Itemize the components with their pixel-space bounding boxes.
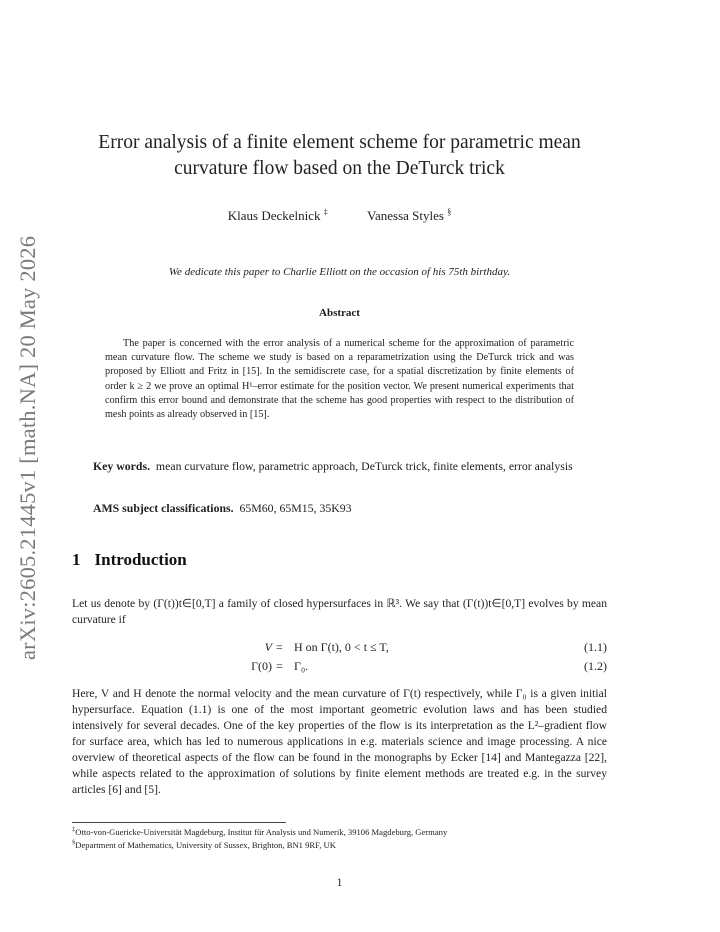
keywords-text: mean curvature flow, parametric approach, DeTurck trick, finite elements, error analysis [155, 459, 573, 473]
equation-1-2-rhs: Γ₀. [294, 659, 309, 673]
section-number: 1 [72, 550, 81, 569]
dedication: We dedicate this paper to Charlie Elliott on the occasion of his 75th birthday. [168, 266, 511, 278]
paper-title: Error analysis of a finite element scheme for parametric mean curvature flow based on the DeTurck trick [98, 132, 581, 179]
footnote-1-mark: ‡ [72, 826, 76, 833]
footnote-divider [72, 822, 286, 823]
equation-1-2-lhs: Γ(0) [251, 659, 272, 673]
keywords [72, 458, 607, 474]
equation-1-2 [72, 659, 607, 675]
footnote-2-mark: § [72, 839, 76, 846]
author-1 [228, 208, 328, 223]
author-1-name: Klaus Deckelnick [227, 208, 321, 224]
author-2 [367, 208, 451, 223]
author-1-mark[interactable]: ‡ [323, 208, 328, 217]
author-list [72, 208, 607, 224]
equation-1-1 [72, 640, 607, 656]
keywords-label: Key words. [93, 459, 151, 473]
equation-1-1-tag[interactable]: (1.1) [584, 640, 607, 654]
footnote-1 [72, 826, 612, 837]
footnote-2-text: Department of Mathematics, University of Sussex, Brighton, BN1 9RF, UK [75, 839, 336, 850]
ams-label: AMS subject classifications. [93, 501, 234, 515]
ams-text: 65M60, 65M15, 35K93 [239, 501, 352, 515]
abstract-text: The paper is concerned with the error analysis of a numerical scheme for the approximation of parametric mean curvature flow. The scheme we study is based on a reparametrization using the DeTurck trick and was proposed by Elliott and Fritz in [15]. In the semidiscrete case, for a spatial discretization by finite elements of order k ≥ 2 we prove an optimal H¹–error estimate for the position vector. We present numerical experiments that confirm this error bound and demonstrate that the scheme has good properties with respect to the distribution of mesh points as already observed in [15]. [105, 338, 574, 421]
section-heading [72, 550, 187, 570]
ams-classifications [93, 501, 608, 516]
section-title: Introduction [94, 550, 187, 569]
equation-1-2-tag[interactable]: (1.2) [584, 659, 607, 673]
equation-1-1-rhs: H on Γ(t), 0 < t ≤ T, [294, 640, 389, 654]
author-2-mark[interactable]: § [447, 208, 452, 217]
intro-paragraph-2: Here, V and H denote the normal velocity and the mean curvature of Γ(t) respectively, while Γ₀ is a given initial hypersurface. Equation (1.1) is one of the most important geometric evolution laws and has been studied intensively for several decades. One of the key properties of the flow is its interpretation as the L²–gradient flow for surface area, which has led to numerous applications in e.g. materials science and image processing. A nice overview of theoretical aspects of the flow can be found in the monographs by Ecker [14] and Mantegazza [22], while aspects related to the approximation of solutions by finite element methods are treated e.g. in the survey articles [6] and [5]. [72, 687, 607, 796]
arxiv-identifier[interactable]: arXiv:2605.21445v1 [math.NA] 20 May 2026 [15, 235, 40, 660]
equation-1-2-sign: = [276, 659, 283, 673]
page-number: 1 [336, 877, 343, 889]
equation-1-1-sign: = [276, 640, 283, 654]
intro-paragraph-1: Let us denote by (Γ(t))t∈[0,T] a family of closed hypersurfaces in ℝ³. We say that (Γ(t))t∈[0,T] evolves by mean curvature if [72, 597, 607, 626]
author-2-name: Vanessa Styles [367, 208, 444, 224]
abstract-heading: Abstract [319, 307, 360, 319]
footnote-1-text: Otto-von-Guericke-Universität Magdeburg, Institut für Analysis und Numerik, 39106 Magdeburg, Germany [75, 826, 448, 837]
equation-1-1-lhs: V [264, 640, 272, 654]
footnote-2 [72, 839, 612, 850]
